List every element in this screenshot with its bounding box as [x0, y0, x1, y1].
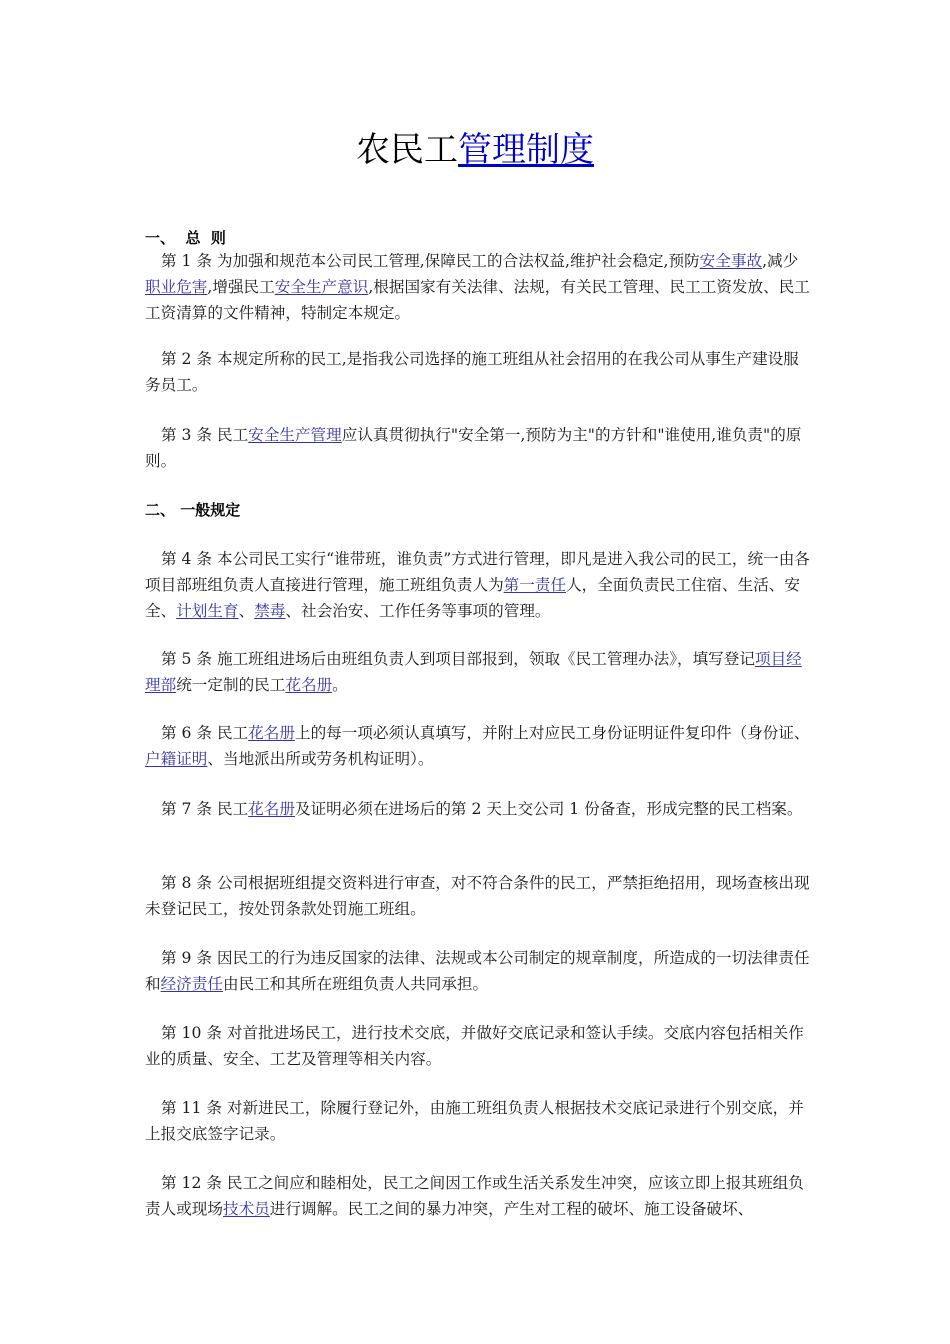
- article-2: [145, 346, 813, 398]
- article-text: [145, 248, 813, 326]
- article-5: [145, 646, 813, 698]
- keyword-link[interactable]: 项目经理部: [145, 650, 802, 694]
- text-segment: 、社会治安、工作任务等事项的管理。: [285, 602, 551, 620]
- text-segment: 统一定制的民工: [176, 676, 286, 694]
- article-text: [145, 796, 813, 822]
- article-12: [145, 1170, 813, 1222]
- text-segment: 由民工和其所在班组负责人共同承担。: [223, 975, 489, 993]
- text-segment: ,减少: [762, 252, 799, 270]
- article-text: [145, 546, 813, 624]
- text-segment: 第 10 条 对首批进场民工，进行技术交底，并做好交底记录和签认手续。交底内容包括相关作业的质量、安全、工艺及管理等相关内容。: [145, 1024, 804, 1068]
- article-text: [145, 720, 813, 772]
- text-segment: 第 11 条 对新进民工，除履行登记外，由施工班组负责人根据技术交底记录进行个别交底，并上报交底签字记录。: [145, 1099, 804, 1143]
- article-4: [145, 546, 813, 624]
- article-text: [145, 1020, 813, 1072]
- article-11: [145, 1095, 813, 1147]
- text-segment: 上的每一项必须认真填写，并附上对应民工身份证明证件复印件（身份证、: [294, 724, 810, 742]
- article-1: [145, 248, 813, 326]
- article-text: [145, 870, 813, 922]
- keyword-link[interactable]: 花名册: [248, 724, 295, 742]
- keyword-link[interactable]: 禁毒: [254, 602, 286, 620]
- text-segment: 第 2 条 本规定所称的民工,是指我公司选择的施工班组从社会招用的在我公司从事生产建设服务员工。: [145, 350, 799, 394]
- text-segment: 第 7 条 民工: [161, 800, 249, 818]
- text-segment: 应认真贯彻执行"安全第一,预防为主"的方针和"谁使用,谁负责"的原则。: [145, 426, 802, 470]
- keyword-link[interactable]: 计划生育: [176, 602, 239, 620]
- text-segment: 。: [332, 676, 348, 694]
- text-segment: 进行调解。民工之间的暴力冲突，产生对工程的破坏、施工设备破坏、: [269, 1200, 754, 1218]
- page-title: [0, 124, 950, 176]
- article-10: [145, 1020, 813, 1072]
- text-segment: 、: [238, 602, 255, 620]
- article-9: [145, 945, 813, 997]
- article-3: [145, 422, 813, 474]
- text-segment: 及证明必须在进场后的第 2 天上交公司 1 份备查，形成完整的民工档案。: [294, 800, 803, 818]
- article-text: [145, 422, 813, 474]
- article-text: [145, 346, 813, 398]
- text-segment: 第 5 条 施工班组进场后由班组负责人到项目部报到，领取《民工管理办法》，填写登记: [161, 650, 755, 668]
- text-segment: 第 1 条 为加强和规范本公司民工管理,保障民工的合法权益,维护社会稳定,预防: [161, 252, 700, 270]
- section-heading-general: 一、 总 则: [145, 229, 226, 247]
- text-segment: 第 9 条 因民工的行为违反国家的法律、法规或本公司制定的规章制度，所造成的一切法律责任和: [145, 949, 810, 993]
- section-heading-rules: 二、 一般规定: [145, 501, 241, 519]
- keyword-link[interactable]: 安全生产管理: [248, 426, 342, 444]
- article-6: [145, 720, 813, 772]
- article-text: [145, 1095, 813, 1147]
- keyword-link[interactable]: 花名册: [248, 800, 295, 818]
- article-text: [145, 646, 813, 698]
- title-link[interactable]: 管理制度: [458, 130, 594, 170]
- title-text: 农民工: [356, 130, 458, 170]
- text-segment: 第 12 条 民工之间应和睦相处，民工之间因工作或生活关系发生冲突，应该立即上报其班组负责人或现场: [145, 1174, 804, 1218]
- text-segment: 人，全面负责民工住宿、生活、安全、: [145, 576, 800, 620]
- keyword-link[interactable]: 安全事故: [699, 252, 763, 270]
- keyword-link[interactable]: 第一责任: [503, 576, 567, 594]
- article-text: [145, 945, 813, 997]
- text-segment: ,增强民工: [207, 278, 275, 296]
- article-7: [145, 796, 813, 822]
- text-segment: 第 8 条 公司根据班组提交资料进行审查，对不符合条件的民工，严禁拒绝招用，现场查核出现未登记民工，按处罚条款处罚施工班组。: [145, 874, 810, 918]
- keyword-link[interactable]: 花名册: [285, 676, 333, 694]
- text-segment: 第 6 条 民工: [161, 724, 249, 742]
- text-segment: 第 3 条 民工: [161, 426, 249, 444]
- text-segment: ,根据国家有关法律、法规，有关民工管理、民工工资发放、民工工资清算的文件精神，特制定本规定。: [145, 278, 810, 322]
- article-text: [145, 1170, 813, 1222]
- keyword-link[interactable]: 户籍证明: [145, 750, 208, 768]
- text-segment: 第 4 条 本公司民工实行“谁带班，谁负责”方式进行管理，即凡是进入我公司的民工，统一由各项目部班组负责人直接进行管理，施工班组负责人为: [145, 550, 810, 594]
- keyword-link[interactable]: 经济责任: [160, 975, 223, 993]
- keyword-link[interactable]: 技术员: [222, 1200, 270, 1218]
- keyword-link[interactable]: 安全生产意识: [274, 278, 369, 296]
- text-segment: 、当地派出所或劳务机构证明）。: [207, 750, 434, 768]
- keyword-link[interactable]: 职业危害: [145, 278, 208, 296]
- article-8: [145, 870, 813, 922]
